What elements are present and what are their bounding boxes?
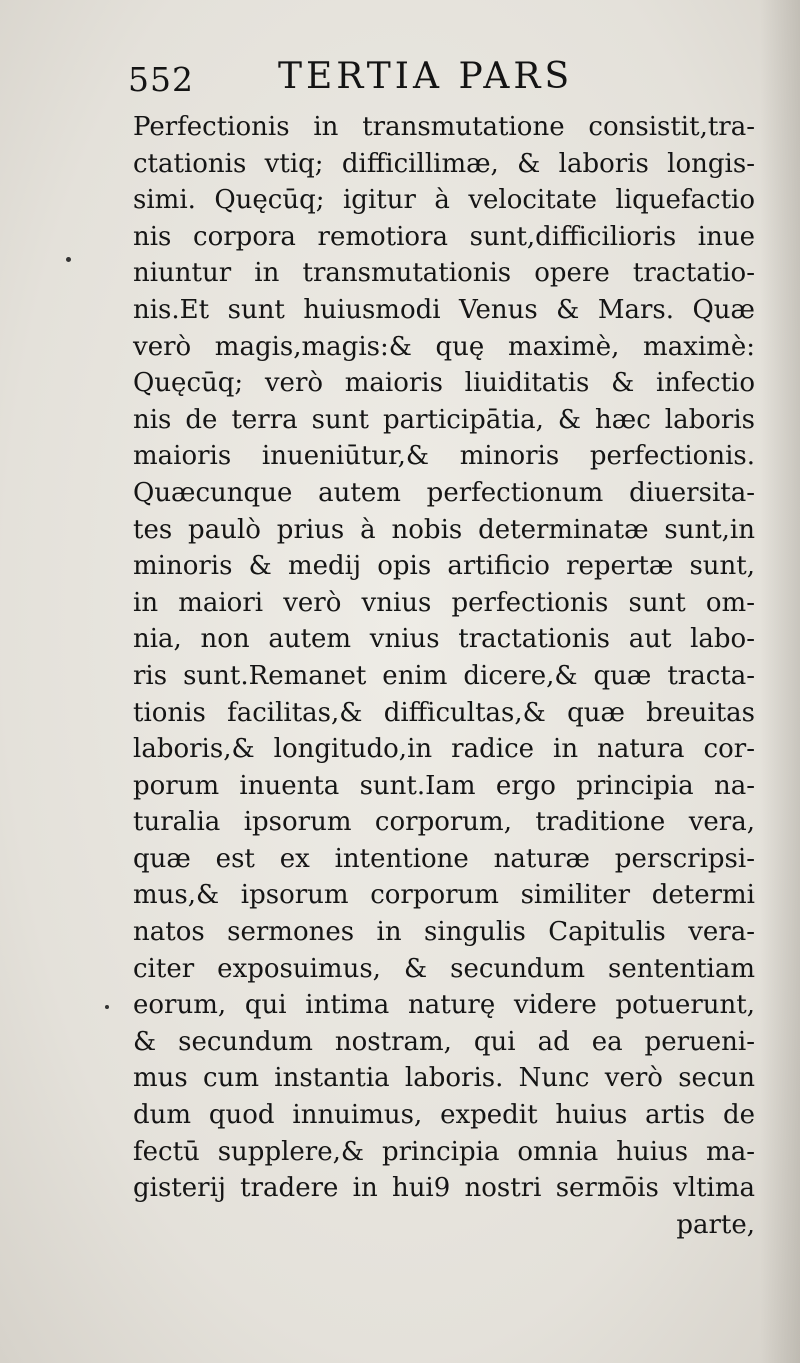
- page-header: [128, 52, 728, 102]
- text-line: nis de terra sunt participātia, & hæc laboris: [133, 404, 755, 435]
- text-line: in maiori verò vnius perfectionis sunt om-: [133, 587, 755, 618]
- text-line: porum inuenta sunt.Iam ergo principia na-: [133, 770, 755, 801]
- text-line: niuntur in transmutationis opere tractatio-: [133, 258, 755, 289]
- text-line: & secundum nostram, qui ad ea perueni-: [133, 1026, 755, 1057]
- text-line: Quæcunque autem perfectionum diuersita-: [133, 477, 755, 508]
- text-line: nia, non autem vnius tractationis aut labo-: [133, 624, 755, 655]
- page-number: 552: [128, 60, 194, 99]
- text-line: maioris inueniūtur,& minoris perfectionis.: [133, 441, 755, 472]
- text-line: tionis facilitas,& difficultas,& quæ breuitas: [133, 697, 755, 728]
- text-line: ris sunt.Remanet enim dicere,& quæ tracta-: [133, 660, 755, 691]
- text-line: minoris & medij opis artificio repertæ sunt,: [133, 551, 755, 582]
- text-line: fectū supplere,& principia omnia huius ma-: [133, 1136, 755, 1167]
- text-line: Perfectionis in transmutatione consistit,tra-: [133, 112, 755, 142]
- text-line: nis.Et sunt huiusmodi Venus & Mars. Quæ: [133, 294, 755, 325]
- text-line: parte,: [676, 1209, 755, 1240]
- text-line: mus,& ipsorum corporum similiter determi: [133, 880, 755, 911]
- text-line: mus cum instantia laboris. Nunc verò secun: [133, 1063, 755, 1094]
- text-line: simi. Quęcūq; igitur à velocitate liquefactio: [133, 185, 755, 216]
- ink-speck: [105, 1005, 109, 1009]
- text-line: gisterij tradere in hui9 nostri sermōis vltima: [133, 1173, 755, 1204]
- ink-speck: [66, 257, 71, 262]
- running-title: TERTIA PARS: [278, 56, 574, 97]
- text-line: natos sermones in singulis Capitulis vera-: [133, 917, 755, 948]
- text-line: verò magis,magis:& quę maximè, maximè:: [133, 331, 755, 362]
- text-line: nis corpora remotiora sunt,difficilioris inue: [133, 221, 755, 252]
- text-line: citer exposuimus, & secundum sententiam: [133, 953, 755, 984]
- page-edge-shadow: [760, 0, 800, 1363]
- body-text: [133, 109, 755, 1243]
- text-line: ctationis vtiq; difficillimæ, & laboris longis-: [133, 148, 755, 179]
- text-line: dum quod innuimus, expedit huius artis de: [133, 1100, 755, 1131]
- text-line: tes paulò prius à nobis determinatæ sunt,in: [133, 514, 755, 545]
- text-line: quæ est ex intentione naturæ perscripsi-: [133, 843, 755, 874]
- text-line: Quęcūq; verò maioris liuiditatis & infectio: [133, 368, 755, 399]
- text-line: laboris,& longitudo,in radice in natura cor-: [133, 734, 755, 765]
- text-line: turalia ipsorum corporum, traditione vera,: [133, 807, 755, 838]
- text-line: eorum, qui intima naturę videre potuerunt,: [133, 990, 755, 1021]
